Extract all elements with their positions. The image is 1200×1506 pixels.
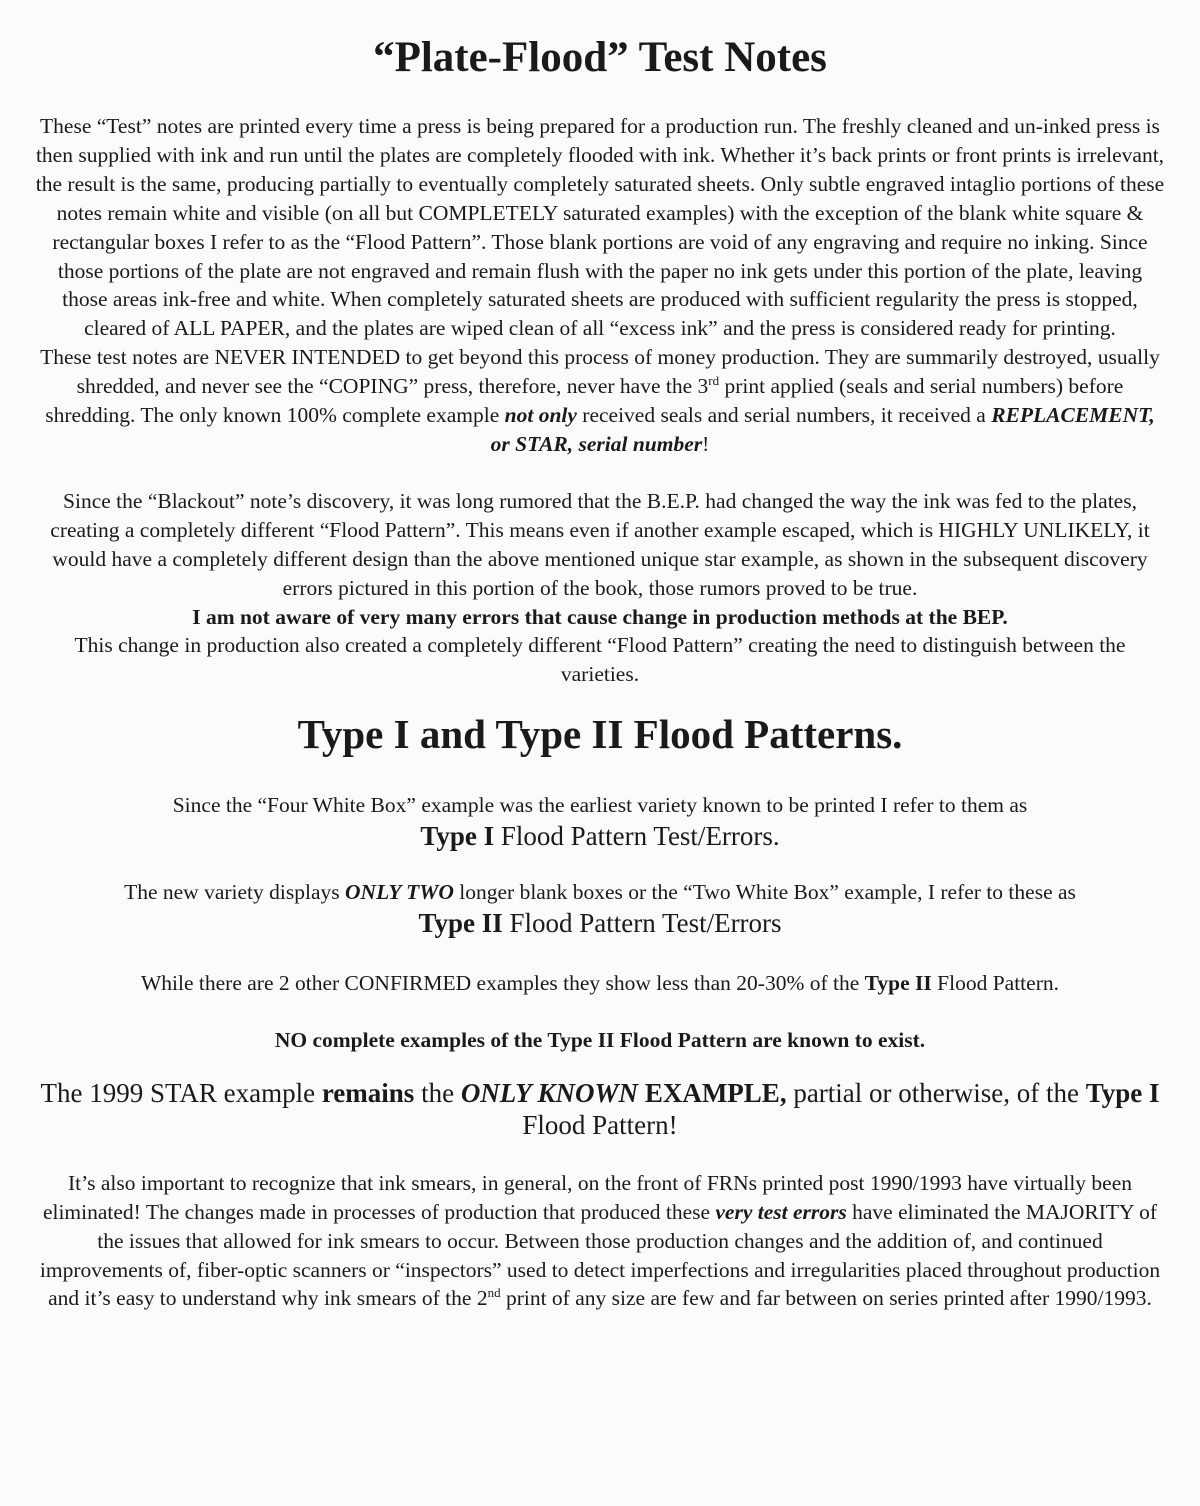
superscript: nd [487, 1285, 501, 1301]
text-run: The 1999 STAR example [40, 1077, 322, 1108]
type-label-bold: Type I [420, 821, 495, 852]
type1-label [34, 820, 1166, 852]
text-run: The new variety displays [124, 880, 346, 905]
intro-paragraph-2 [34, 343, 1166, 459]
emphasis-text: ONLY TWO [345, 880, 454, 905]
type-label-bold: Type I [1085, 1077, 1160, 1108]
text-run: partial or otherwise, of the [786, 1077, 1086, 1108]
type-label-bold: Type II [864, 971, 932, 996]
text-run: print of any size are few and far between on series printed after 1990/1993. [500, 1286, 1152, 1311]
no-complete-statement: NO complete examples of the Type II Flood Pattern are known to exist. [274, 1027, 926, 1052]
text-run: Flood Pattern! [522, 1109, 678, 1140]
type-label-bold: Type II [418, 908, 503, 939]
text-run: print applied (seals and serial numbers) before shredding. The only known 100% complete example [45, 374, 1124, 428]
type2-label [34, 907, 1166, 939]
text-run: the [414, 1077, 461, 1108]
text-run: It’s also important to recognize that ink smears, in general, on the front of FRNs printed post 1990/1993 have virtually been eliminated! The changes made in processes of production that produced these [42, 1170, 1133, 1224]
type1-description: Since the “Four White Box” example was the earliest variety known to be printed I refer to them as [172, 793, 1028, 818]
confirmed-examples [34, 969, 1166, 998]
type2-description [34, 878, 1166, 907]
text-run: ! [702, 431, 710, 456]
text-run: These test notes are NEVER INTENDED to get beyond this process of money production. They are summarily destroyed, usually shredded, and never see the “COPING” press, therefore, never have the 3 [40, 345, 1160, 399]
emphasis-text: very test errors [715, 1199, 847, 1224]
blackout-paragraph: Since the “Blackout” note’s discovery, it was long rumored that the B.E.P. had changed the way the ink was fed to the plates, creating a completely different “Flood Pattern”. This means even if another example escaped, which is HIGHLY UNLIKELY, it would have a completely different design than the above mentioned unique star example, as shown in the subsequent discovery errors pictured in this portion of the book, those rumors proved to be true. [50, 488, 1150, 600]
text-run: While there are 2 other CONFIRMED examples they show less than 20-30% of the [141, 971, 865, 996]
emphasis-text: not only [504, 403, 577, 428]
section-heading: Type I and Type II Flood Patterns. [297, 711, 903, 758]
emphasis-text: REPLACEMENT, or STAR, serial number [490, 403, 1155, 456]
text-run: Flood Pattern Test/Errors [502, 908, 782, 939]
text-run: Flood Pattern. [931, 971, 1059, 996]
emphasis-text: ONLY KNOWN [460, 1077, 639, 1108]
text-run: have eliminated the MAJORITY of the issues that allowed for ink smears to occur. Between those production changes and the addition of, and continued improvements of, fiber-optic scanners or “inspectors” used to detect imperfections and irregularities placed throughout production and it’s easy to understand why ink smears of the 2 [39, 1199, 1161, 1311]
change-paragraph: This change in production also created a completely different “Flood Pattern” creating the need to distinguish between the varieties. [74, 633, 1126, 687]
text-run: received seals and serial numbers, it received a [576, 403, 992, 428]
superscript: rd [708, 373, 720, 388]
star-example-statement [34, 1077, 1166, 1141]
text-run: longer blank boxes or the “Two White Box” example, I refer to these as [453, 880, 1076, 905]
text-run: Flood Pattern Test/Errors. [494, 821, 780, 852]
closing-paragraph [34, 1169, 1166, 1314]
bold-text: remains [321, 1077, 415, 1108]
page-title: “Plate-Flood” Test Notes [373, 34, 827, 81]
bold-text: EXAMPLE, [638, 1077, 787, 1108]
intro-paragraph-1: These “Test” notes are printed every time a press is being prepared for a production run. The freshly cleaned and un-inked press is then supplied with ink and run until the plates are completely flooded with ink. Whether it’s back prints or front prints is irrelevant, the result is the same, producing partially to eventually completely saturated sheets. Only subtle engraved intaglio portions of these notes remain white and visible (on all but COMPLETELY saturated examples) with the exception of the blank white square & rectangular boxes I refer to as the “Flood Pattern”. Those blank portions are void of any engraving and require no inking. Since those portions of the plate are not engraved and remain flush with the paper no ink gets under this portion of the plate, leaving those areas ink-free and white. When completely saturated sheets are produced with sufficient regularity the press is stopped, cleared of ALL PAPER, and the plates are wiped clean of all “excess ink” and the press is considered ready for printing. [35, 114, 1165, 341]
bep-statement: I am not aware of very many errors that cause change in production methods at the BEP. [192, 604, 1008, 629]
